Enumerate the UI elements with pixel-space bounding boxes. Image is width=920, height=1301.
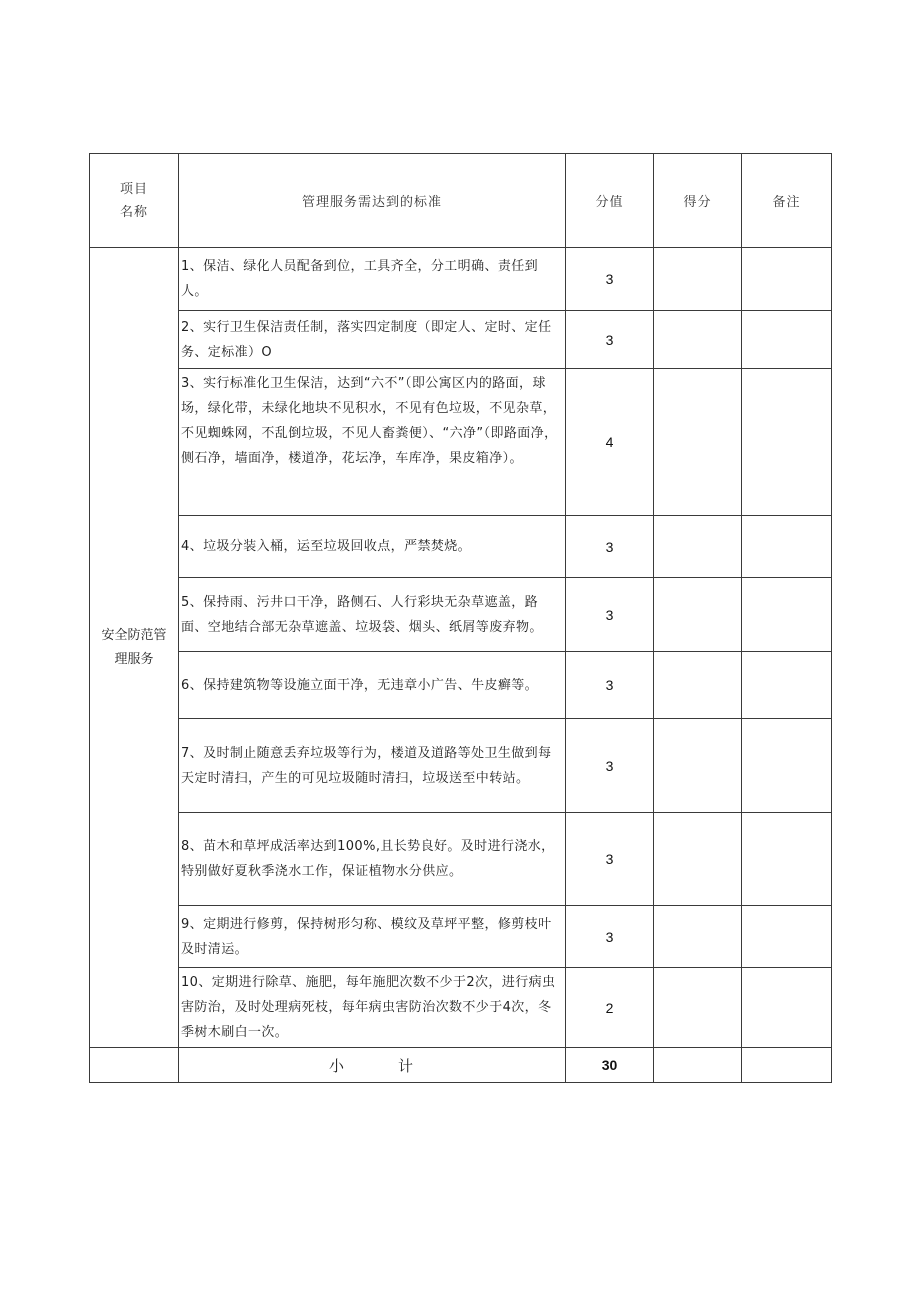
category-line1: 安全防范管 [101, 627, 167, 643]
header-score-value: 分值 [566, 154, 654, 248]
standard-text: 1、保洁、绿化人员配备到位，工具齐全，分工明确、责任到人。 [179, 248, 566, 311]
score-value: 3 [566, 311, 654, 369]
score-value: 3 [566, 719, 654, 813]
subtotal-blank-cell [90, 1048, 179, 1083]
score-value: 3 [566, 813, 654, 906]
score-got-cell [654, 311, 742, 369]
score-got-cell [654, 652, 742, 719]
header-score-got: 得分 [654, 154, 742, 248]
subtotal-score-got-cell [654, 1048, 742, 1083]
score-got-cell [654, 578, 742, 652]
score-value: 3 [566, 578, 654, 652]
header-row [90, 154, 832, 248]
standard-text: 8、苗木和草坪成活率达到100%,且长势良好。及时进行浇水，特别做好夏秋季浇水工作，保证植物水分供应。 [179, 813, 566, 906]
scoring-table [89, 153, 832, 1083]
header-remarks: 备注 [742, 154, 832, 248]
remarks-cell [742, 311, 832, 369]
score-got-cell [654, 968, 742, 1048]
standard-text: 4、垃圾分装入桶，运至垃圾回收点，严禁焚烧。 [179, 516, 566, 578]
table-row [90, 578, 832, 652]
header-item-name-line2: 名称 [119, 204, 148, 220]
remarks-cell [742, 813, 832, 906]
score-value: 4 [566, 369, 654, 516]
standard-text: 10、定期进行除草、施肥，每年施肥次数不少于2次，进行病虫害防治，及时处理病死枝，每年病虫害防治次数不少于4次，冬季树木刷白一次。 [179, 968, 566, 1048]
remarks-cell [742, 248, 832, 311]
standard-text: 5、保持雨、污井口干净，路侧石、人行彩块无杂草遮盖，路面、空地结合部无杂草遮盖、垃圾袋、烟头、纸屑等废弃物。 [179, 578, 566, 652]
table-row [90, 311, 832, 369]
remarks-cell [742, 652, 832, 719]
table-row [90, 248, 832, 311]
remarks-cell [742, 369, 832, 516]
remarks-cell [742, 719, 832, 813]
standard-text: 7、及时制止随意丢弃垃圾等行为，楼道及道路等处卫生做到每天定时清扫，产生的可见垃圾随时清扫，垃圾送至中转站。 [179, 719, 566, 813]
header-item-name-line1: 项目 [119, 181, 148, 197]
score-value: 3 [566, 652, 654, 719]
score-value: 3 [566, 906, 654, 968]
score-value: 3 [566, 248, 654, 311]
subtotal-label-left: 小 [328, 1056, 346, 1075]
table-row [90, 369, 832, 516]
table-row [90, 719, 832, 813]
score-got-cell [654, 369, 742, 516]
subtotal-row [90, 1048, 832, 1083]
score-got-cell [654, 906, 742, 968]
score-got-cell [654, 813, 742, 906]
score-got-cell [654, 719, 742, 813]
standard-text: 2、实行卫生保洁责任制，落实四定制度（即定人、定时、定任务、定标准）O [179, 311, 566, 369]
remarks-cell [742, 516, 832, 578]
remarks-cell [742, 968, 832, 1048]
subtotal-remarks-cell [742, 1048, 832, 1083]
standard-text: 6、保持建筑物等设施立面干净，无违章小广告、牛皮癣等。 [179, 652, 566, 719]
standard-text: 9、定期进行修剪，保持树形匀称、模纹及草坪平整，修剪枝叶及时清运。 [179, 906, 566, 968]
header-item-name [90, 154, 179, 248]
table-row [90, 906, 832, 968]
header-standard: 管理服务需达到的标准 [179, 154, 566, 248]
remarks-cell [742, 578, 832, 652]
subtotal-label [179, 1048, 566, 1083]
remarks-cell [742, 906, 832, 968]
category-line2: 理服务 [114, 651, 154, 667]
score-got-cell [654, 516, 742, 578]
standard-text: 3、实行标准化卫生保洁，达到“六不”（即公寓区内的路面，球场，绿化带，未绿化地块不见积水，不见有色垃圾，不见杂草，不见蜘蛛网，不乱倒垃圾，不见人畜粪便）、“六净”（即路面净，侧石净，墙面净，楼道净，花坛净，车库净，果皮箱净）。 [179, 369, 566, 516]
subtotal-label-right: 计 [398, 1056, 416, 1075]
score-value: 2 [566, 968, 654, 1048]
table-row [90, 968, 832, 1048]
table-row [90, 813, 832, 906]
category-cell [90, 248, 179, 1048]
table-row [90, 516, 832, 578]
table-row [90, 652, 832, 719]
score-value: 3 [566, 516, 654, 578]
score-got-cell [654, 248, 742, 311]
subtotal-value: 30 [566, 1048, 654, 1083]
